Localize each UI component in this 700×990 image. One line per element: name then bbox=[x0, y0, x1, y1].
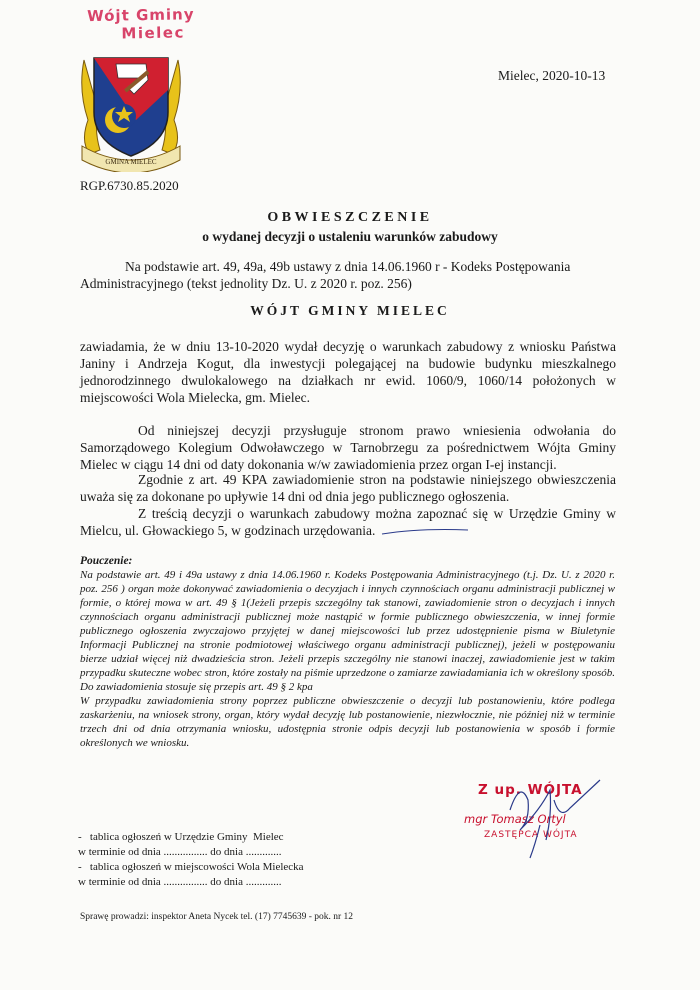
pouczenie-heading: Pouczenie: bbox=[80, 555, 133, 567]
pouczenie-text-1: Na podstawie art. 49 i 49a ustawy z dnia 14.06.1960 r. Kodeks Postępowania Administracyjnego (t.j. Dz. U. z 2020 r. poz. 256 ) organ może dokonywać zawiadomienia o decyzjach i innych czynnościach organu administracji publicznej w formie, o której mowa w art. 49 § 1(Jeżeli przepis szczególny tak stanowi, zawiadomienie stron o decyzjach i innych czynnościach organu administracji publicznej może nastąpić w formie publicznego obwieszczenia, w innej formie publicznego ogłoszenia zwyczajowo przyjętej w danej miejscowości lub przez udostępnienie pisma w Biuletynie Informacji Publicznej na stronie podmiotowej właściwego organu administracji publicznej), jeżeli w postępowaniu bierze udział więcej niż dwadzieścia stron. Jeżeli przepis szczególny nie stanowi inaczej, zawiadomienie jest w takim przypadku skuteczne wobec stron, które zostały na piśmie uprzedzone o zamiarze zawiadamiania ich w określony sposób. Do zawiadomienia stosuje się przepis art. 49 § 2 kpa bbox=[80, 569, 615, 693]
coat-ribbon-text: GMINA MIELEC bbox=[105, 158, 157, 166]
footer-contact: Sprawę prowadzi: inspektor Aneta Nycek tel. (17) 7745639 - pok. nr 12 bbox=[80, 912, 354, 922]
document-subtitle: o wydanej decyzji o ustaleniu warunków zabudowy bbox=[202, 229, 498, 244]
notice-board-line-1: - tablica ogłoszeń w Urzędzie Gminy Mielec bbox=[78, 831, 284, 843]
notice-boards bbox=[78, 830, 304, 890]
notice-board-line-4: w terminie od dnia ................ do dnia ............. bbox=[78, 876, 282, 888]
authority-heading: WÓJT GMINY MIELEC bbox=[250, 303, 450, 318]
header-stamp bbox=[76, 5, 227, 44]
pen-underline bbox=[380, 520, 470, 540]
legal-basis bbox=[80, 258, 615, 292]
pouczenie-section bbox=[80, 554, 615, 750]
paragraph-kpa: Zgodnie z art. 49 KPA zawiadomienie stron na podstawie niniejszego obwieszczenia uważa się za dokonane po upływie 14 dni od dnia jego publicznego ogłoszenia. bbox=[80, 472, 616, 504]
document-date: Mielec, 2020-10-13 bbox=[498, 68, 606, 83]
pouczenie-text-2: W przypadku zawiadomienia strony poprzez publiczne obwieszczenie o decyzji lub postanowieniu, które podlega zaskarżeniu, na wniosek strony, organ, który wydał decyzję lub postanowienie, niezwłocznie, nie później niż w terminie trzech dni od dnia otrzymania wniosku, udostępnia stronie odpis decyzji lub postanowienia w sposób i formie określonych we wniosku. bbox=[80, 695, 615, 749]
notice-board-line-3: - tablica ogłoszeń w miejscowości Wola Mielecka bbox=[78, 861, 304, 873]
coat-of-arms-icon bbox=[76, 50, 186, 172]
document-title: OBWIESZCZENIE bbox=[267, 210, 433, 225]
legal-basis-line-1: Na podstawie art. 49, 49a, 49b ustawy z dnia 14.06.1960 r - Kodeks Postępowania bbox=[125, 259, 571, 274]
handwritten-signature bbox=[480, 770, 620, 860]
signature-stamp-line-3: ZASTĘPCA WÓJTA bbox=[484, 830, 578, 840]
stamp-line-1: Wójt Gminy bbox=[86, 5, 195, 26]
paragraph-decision: zawiadamia, że w dniu 13-10-2020 wydał decyzję o warunkach zabudowy z wniosku Państwa Janiny i Andrzeja Kogut, dla inwestycji polegającej na budowie budynku mieszkalnego jednorodzinnego dwulokalowego na działkach nr ewid. 1060/9, 1060/14 położonych w miejscowości Wola Mielecka, gm. Mielec. bbox=[80, 339, 616, 405]
legal-basis-line-2: Administracyjnego (tekst jednolity Dz. U. z 2020 r. poz. 256) bbox=[80, 276, 412, 291]
reference-number: RGP.6730.85.2020 bbox=[80, 178, 179, 193]
stamp-line-2: Mielec bbox=[121, 23, 186, 43]
paragraph-access: Z treścią decyzji o warunkach zabudowy można zapoznać się w Urzędzie Gminy w Mielcu, ul. Głowackiego 5, w godzinach urzędowania. bbox=[80, 506, 616, 538]
notice-board-line-2: w terminie od dnia ................ do dnia ............. bbox=[78, 846, 282, 858]
signature-stamp-line-1: Z up. WÓJTA bbox=[478, 782, 583, 798]
signature-stamp-line-2: mgr Tomasz Ortyl bbox=[464, 812, 566, 826]
paragraph-appeal: Od niniejszej decyzji przysługuje stronom prawo wniesienia odwołania do Samorządowego Kolegium Odwoławczego w Tarnobrzegu za pośrednictwem Wójta Gminy Mielec w ciągu 14 dni od daty dokonania w/w zawiadomienia przez organ I-ej instancji. bbox=[80, 423, 616, 472]
